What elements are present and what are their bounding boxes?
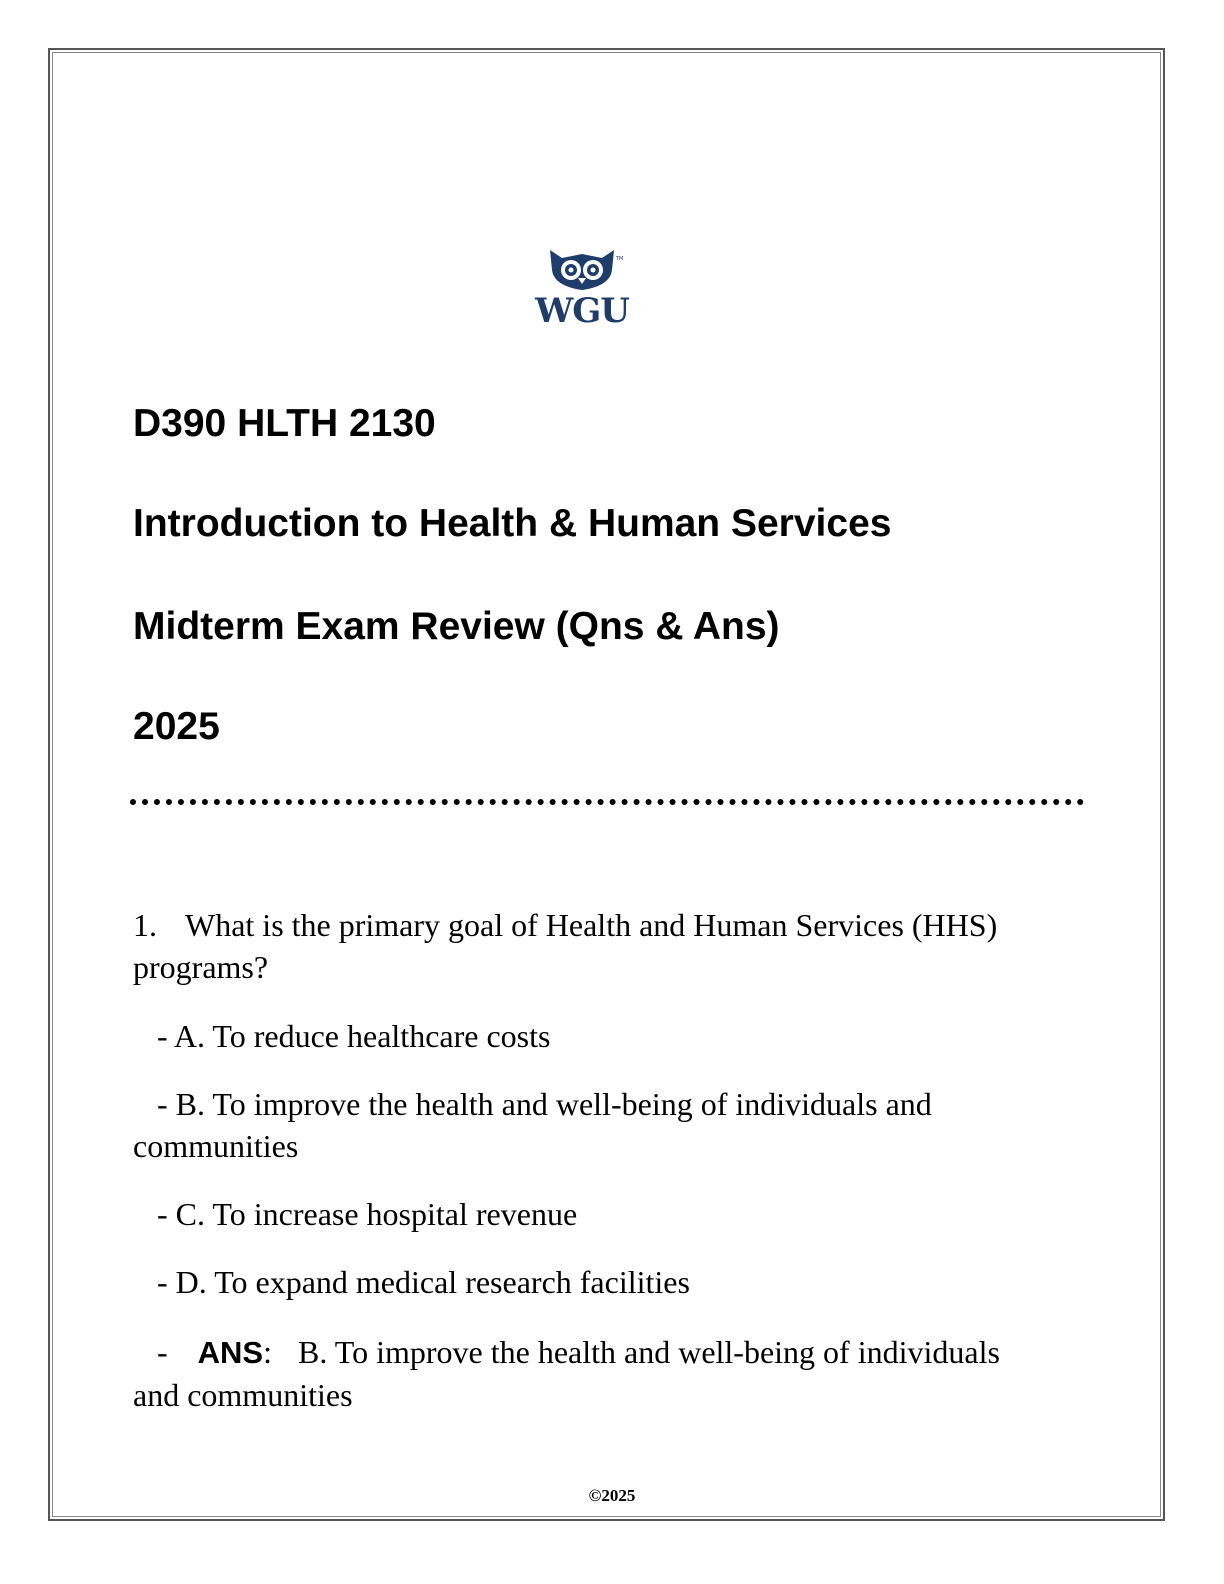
answer-colon: :	[263, 1334, 272, 1370]
option-c: - C. To increase hospital revenue	[157, 1196, 578, 1232]
footer-copyright: ©2025	[588, 1486, 636, 1505]
question-1	[133, 904, 1053, 988]
answer-label: ANS	[197, 1335, 264, 1370]
year-heading: 2025	[133, 705, 220, 748]
logo-text: WGU	[535, 291, 629, 331]
question-text: What is the primary goal of Health and Human Services (HHS) programs?	[133, 907, 998, 985]
owl-icon	[530, 240, 634, 292]
answer-prefix: -	[157, 1334, 168, 1370]
course-code-heading: D390 HLTH 2130	[133, 402, 436, 445]
exam-title-heading: Midterm Exam Review (Qns & Ans)	[133, 605, 780, 648]
wgu-logo	[530, 240, 634, 340]
option-a: - A. To reduce healthcare costs	[157, 1018, 551, 1054]
option-d: - D. To expand medical research facilities	[157, 1264, 690, 1300]
dotted-divider	[130, 799, 1084, 805]
svg-text:TM: TM	[616, 256, 624, 262]
answer-line	[133, 1331, 1053, 1416]
question-number: 1.	[133, 907, 157, 943]
course-title-heading: Introduction to Health & Human Services	[133, 502, 892, 545]
option-b: - B. To improve the health and well-being of individuals and communities	[133, 1086, 932, 1164]
answer-text: B. To improve the health and well-being of individuals and communities	[133, 1334, 1000, 1413]
